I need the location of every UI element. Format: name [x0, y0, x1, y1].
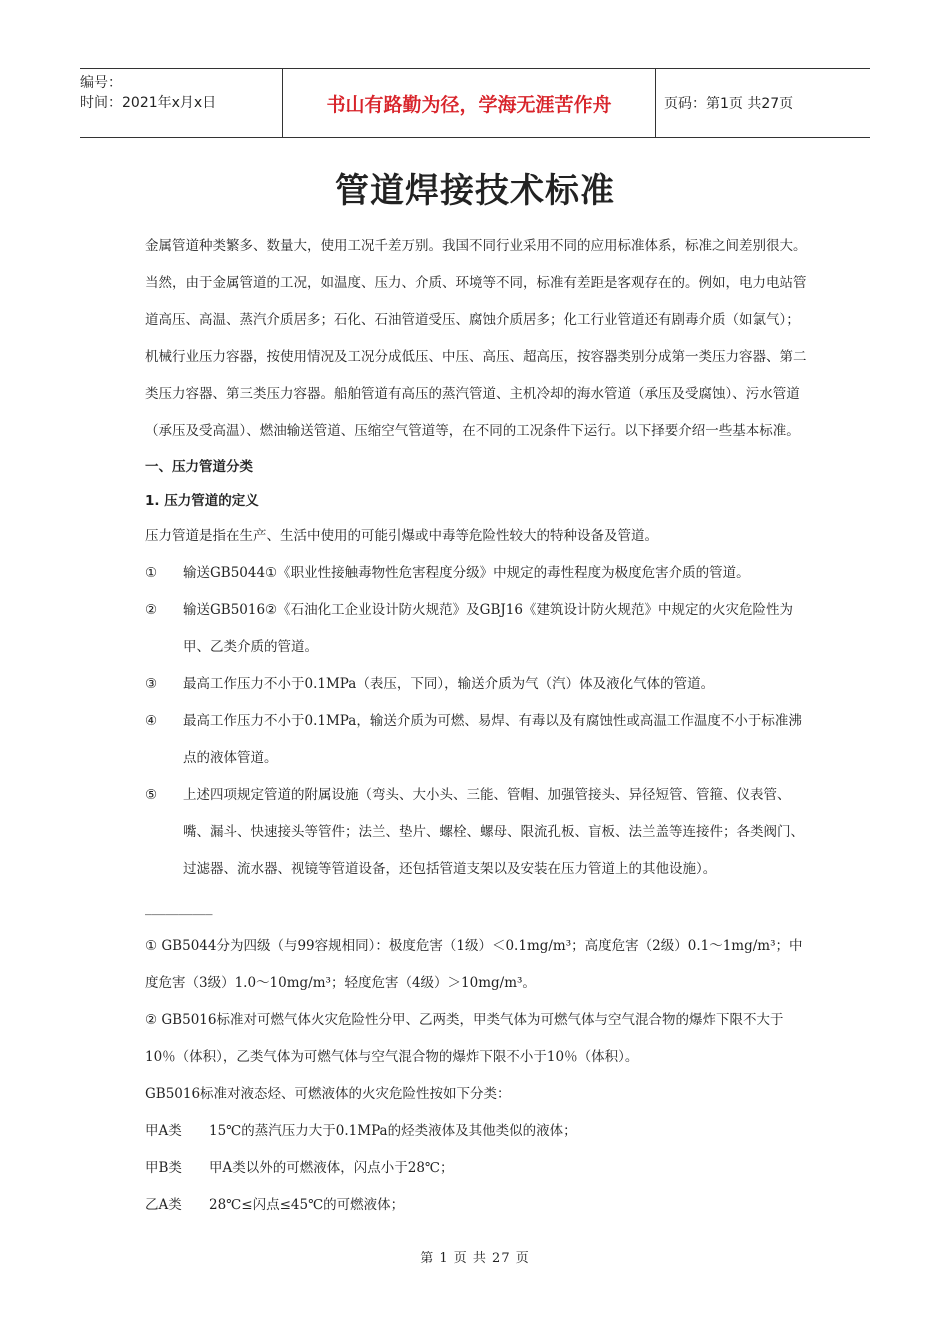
- list-item-number: ③: [145, 676, 158, 692]
- list-item-number: ①: [145, 565, 158, 581]
- list-item-text: 最高工作压力不小于0.1MPa（表压，下同），输送介质为气（汽）体及液化气体的管道。: [183, 676, 715, 692]
- list-item: [145, 666, 810, 703]
- page-header: [80, 68, 870, 138]
- document-body: [145, 228, 810, 1224]
- list-item-number: ⑤: [145, 787, 158, 803]
- list-item-text: 输送GB5016②《石油化工企业设计防火规范》及GBJ16《建筑设计防火规范》中规定的火灾危险性为甲、乙类介质的管道。: [183, 602, 793, 655]
- list-item-number: ④: [145, 713, 158, 729]
- class-text: 15℃的蒸汽压力大于0.1MPa的烃类液体及其他类似的液体；: [209, 1123, 577, 1139]
- class-row: [145, 1187, 810, 1224]
- list-item: [145, 555, 810, 592]
- class-row: [145, 1113, 810, 1150]
- list-item: [145, 592, 810, 666]
- class-label: 甲B类: [145, 1160, 182, 1176]
- list-item-number: ②: [145, 602, 158, 618]
- header-motto: 书山有路勤为径，学海无涯苦作舟: [282, 69, 656, 137]
- number-label: 编号：: [80, 75, 122, 91]
- class-row: [145, 1150, 810, 1187]
- definition-paragraph: 压力管道是指在生产、生活中使用的可能引爆或中毒等危险性较大的特种设备及管道。: [145, 528, 658, 544]
- class-text: 28℃≤闪点≤45℃的可燃液体；: [209, 1197, 405, 1213]
- class-label: 甲A类: [145, 1123, 182, 1139]
- section-heading: 一、压力管道分类: [145, 459, 253, 475]
- intro-paragraph: 金属管道种类繁多、数量大，使用工况千差万别。我国不同行业采用不同的应用标准体系，标准之间差别很大。当然，由于金属管道的工况，如温度、压力、介质、环境等不同，标准有差距是客观存在的。例如，电力电站管道高压、高温、蒸汽介质居多；石化、石油管道受压、腐蚀介质居多；化工行业管道还有剧毒介质（如氯气）；机械行业压力容器，按使用情况及工况分成低压、中压、高压、超高压，按容器类别分成第一类压力容器、第二类压力容器、第三类压力容器。船舶管道有高压的蒸汽管道、主机冷却的海水管道（承压及受腐蚀）、污水管道（承压及受高温）、燃油输送管道、压缩空气管道等，在不同的工况条件下运行。以下择要介绍一些基本标准。: [145, 238, 807, 439]
- header-page-info: 页码：第1页 共27页: [664, 96, 794, 112]
- list-item: [145, 777, 810, 888]
- footnote-separator: __________: [145, 900, 213, 916]
- classification-intro: GB5016标准对液态烃、可燃液体的火灾危险性按如下分类：: [145, 1086, 511, 1102]
- list-item-text: 上述四项规定管道的附属设施（弯头、大小头、三能、管帽、加强管接头、异径短管、管箍、仪表管、嘴、漏斗、快速接头等管件；法兰、垫片、螺栓、螺母、限流孔板、盲板、法兰盖等连接件；各类阀门、过滤器、流水器、视镜等管道设备，还包括管道支架以及安装在压力管道上的其他设施）。: [183, 787, 804, 877]
- date-label: 时间：2021年x月x日: [80, 95, 217, 111]
- footnote-1: ① GB5044分为四级（与99容规相同）：极度危害（1级）＜0.1mg/m³；高度危害（2级）0.1～1mg/m³；中度危害（3级）1.0～10mg/m³；轻度危害（4级）＞10mg/m³。: [145, 938, 803, 991]
- page-footer: 第 1 页 共 27 页: [420, 1251, 530, 1266]
- footnote-2: ② GB5016标准对可燃气体火灾危险性分甲、乙两类，甲类气体为可燃气体与空气混合物的爆炸下限不大于10％（体积），乙类气体为可燃气体与空气混合物的爆炸下限不小于10％（体积）。: [145, 1012, 784, 1065]
- list-item-text: 最高工作压力不小于0.1MPa，输送介质为可燃、易焊、有毒以及有腐蚀性或高温工作温度不小于标准沸点的液体管道。: [183, 713, 802, 766]
- class-label: 乙A类: [145, 1197, 182, 1213]
- list-item-text: 输送GB5044①《职业性接触毒物性危害程度分级》中规定的毒性程度为极度危害介质的管道。: [183, 565, 750, 581]
- list-item: [145, 703, 810, 777]
- document-title: 管道焊接技术标准: [335, 171, 615, 211]
- class-text: 甲A类以外的可燃液体，闪点小于28℃；: [209, 1160, 454, 1176]
- header-meta: [80, 69, 282, 137]
- subsection-heading: 1. 压力管道的定义: [145, 493, 259, 509]
